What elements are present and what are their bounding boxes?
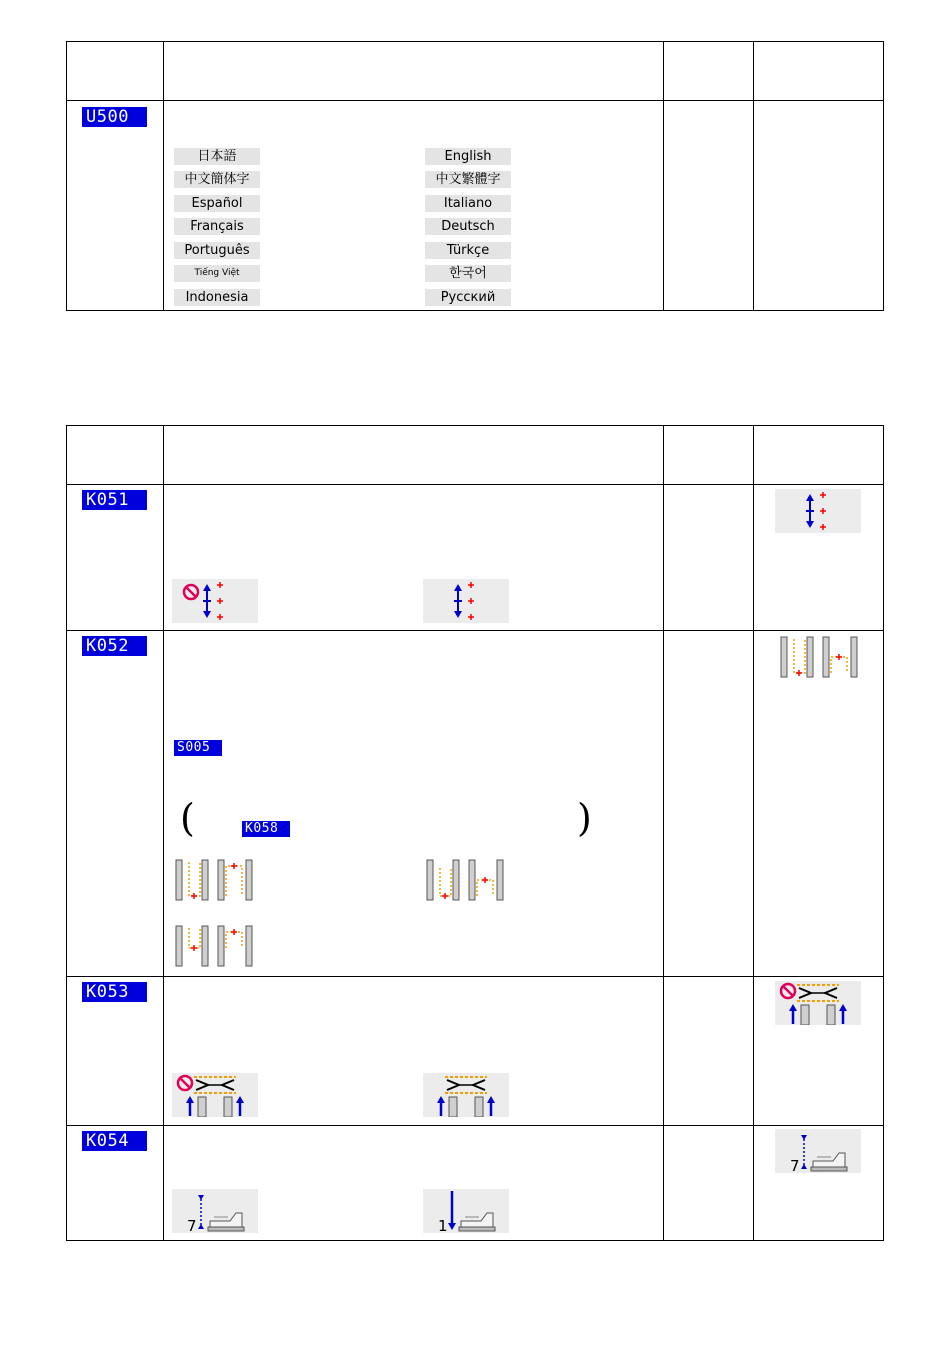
default-presser-height-display xyxy=(775,1129,861,1173)
default-u-shape-display xyxy=(777,635,863,679)
language-option-italian[interactable]: Italiano xyxy=(425,195,511,212)
language-option-chinese-traditional[interactable]: 中文繁體字 xyxy=(425,171,511,188)
default-converge-display xyxy=(775,981,861,1025)
prohibit-converge-icon xyxy=(172,1073,258,1117)
code-badge-k053: K053 xyxy=(82,982,147,1002)
language-option-english[interactable]: English xyxy=(425,148,511,165)
converge-button[interactable] xyxy=(423,1073,509,1117)
code-badge-k058: K058 xyxy=(242,821,290,837)
u-shape-pattern-alt-icon xyxy=(172,924,258,968)
u-shape-pattern-button[interactable] xyxy=(172,858,258,902)
presser-height-7-button[interactable] xyxy=(172,1189,258,1233)
language-option-japanese[interactable]: 日本語 xyxy=(174,148,260,165)
presser-height-value: 7 xyxy=(790,1157,800,1173)
language-option-french[interactable]: Français xyxy=(174,218,260,235)
presser-height-1-icon xyxy=(423,1189,509,1233)
prohibit-vertical-arrow-button[interactable] xyxy=(172,579,258,623)
converge-icon xyxy=(423,1073,509,1117)
u-shape-pattern-offset-icon xyxy=(423,858,509,902)
prohibit-converge-button[interactable] xyxy=(172,1073,258,1117)
language-option-spanish[interactable]: Español xyxy=(174,195,260,212)
presser-height-1-button[interactable] xyxy=(423,1189,509,1233)
vertical-arrow-icon xyxy=(775,489,861,533)
code-badge-k051: K051 xyxy=(82,490,147,510)
language-option-russian[interactable]: Русский xyxy=(425,289,511,306)
default-vertical-arrow-display xyxy=(775,489,861,533)
u-shape-pattern-icon xyxy=(777,635,863,679)
language-option-chinese-simplified[interactable]: 中文簡体字 xyxy=(174,171,260,188)
open-parenthesis: ( xyxy=(180,796,195,840)
u-shape-pattern-icon xyxy=(172,858,258,902)
code-badge-k054: K054 xyxy=(82,1131,147,1151)
u-shape-pattern-alt-button[interactable] xyxy=(172,924,258,968)
language-option-vietnamese[interactable]: Tiếng Việt xyxy=(174,265,260,282)
vertical-arrow-button[interactable] xyxy=(423,579,509,623)
presser-height-value: 1 xyxy=(438,1217,448,1233)
prohibit-vertical-arrow-icon xyxy=(172,579,258,623)
prohibit-converge-icon xyxy=(775,981,861,1025)
presser-height-value: 7 xyxy=(187,1217,197,1233)
language-option-korean[interactable]: 한국어 xyxy=(425,265,511,282)
code-badge-k052: K052 xyxy=(82,636,147,656)
language-option-indonesian[interactable]: Indonesia xyxy=(174,289,260,306)
language-option-german[interactable]: Deutsch xyxy=(425,218,511,235)
u-shape-pattern-offset-button[interactable] xyxy=(423,858,509,902)
close-parenthesis: ) xyxy=(577,796,592,840)
language-option-turkish[interactable]: Türkçe xyxy=(425,242,511,259)
code-badge-u500: U500 xyxy=(82,107,147,127)
presser-height-7-icon xyxy=(775,1129,861,1173)
vertical-arrow-icon xyxy=(423,579,509,623)
code-badge-s005: S005 xyxy=(174,740,222,756)
language-option-portuguese[interactable]: Português xyxy=(174,242,260,259)
presser-height-7-icon xyxy=(172,1189,258,1233)
